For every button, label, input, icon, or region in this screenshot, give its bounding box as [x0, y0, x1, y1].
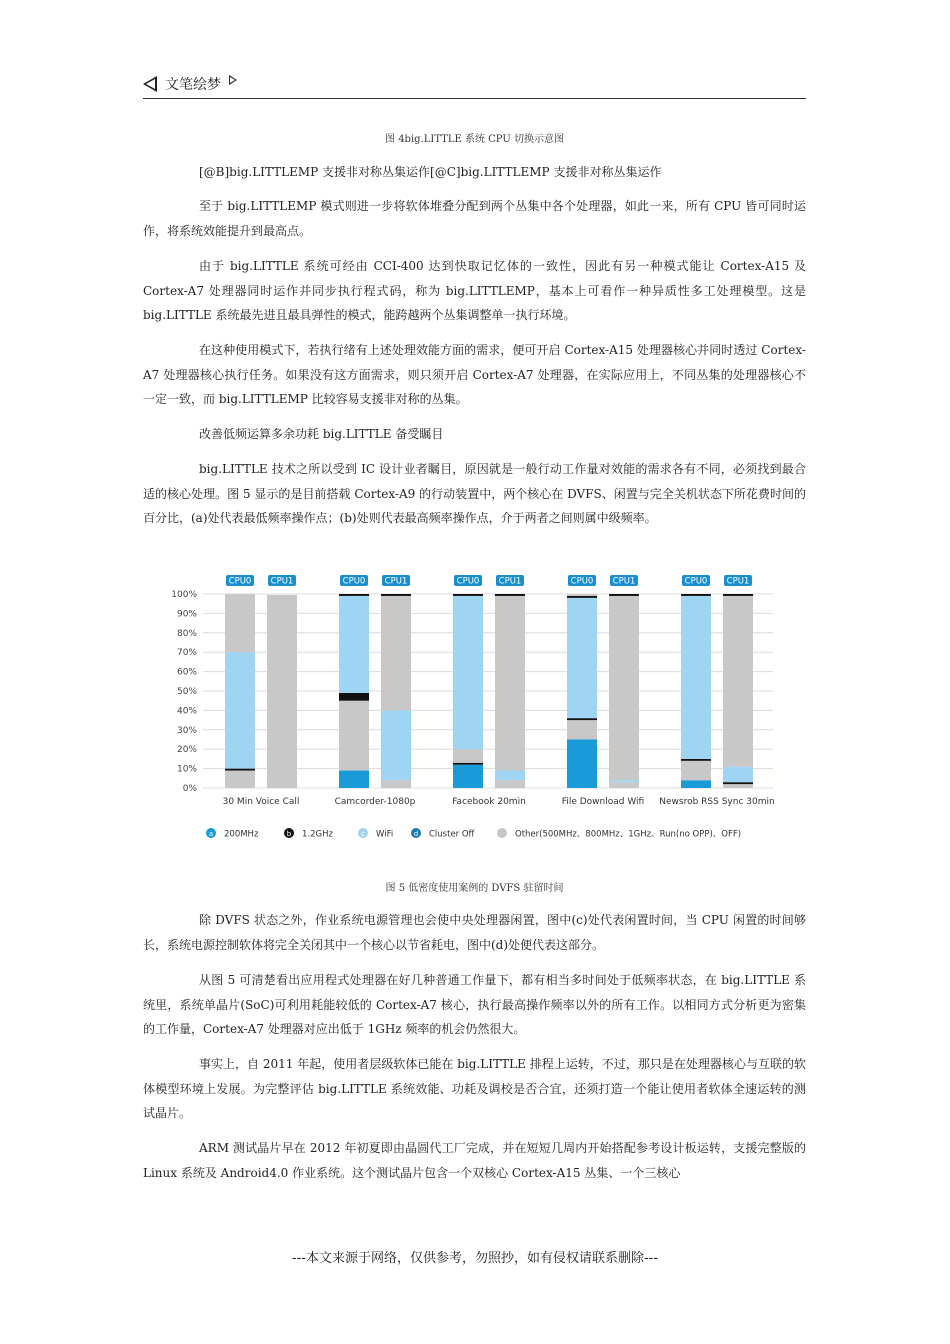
- bar-segment: [681, 780, 711, 788]
- legend-label: WiFi: [376, 829, 394, 840]
- bar-segment: [225, 771, 255, 788]
- y-tick-label: 40%: [176, 706, 197, 717]
- legend-marker-letter: b: [286, 830, 292, 838]
- x-category-label: 30 Min Voice Call: [222, 797, 300, 807]
- bar-segment: [681, 596, 711, 759]
- bar-segment: [381, 710, 411, 780]
- y-tick-label: 70%: [176, 648, 197, 659]
- y-tick-label: 0%: [182, 784, 197, 794]
- bar-segment: [609, 596, 639, 780]
- bar-segment: [567, 740, 597, 789]
- chart-svg: [163, 568, 787, 850]
- legend-marker-letter: d: [413, 830, 419, 838]
- bar-segment: [339, 596, 369, 693]
- bar-segment: [381, 594, 411, 596]
- cpu-label: CPU0: [228, 576, 252, 587]
- cpu-label: CPU1: [498, 576, 522, 587]
- x-category-label: Newsrob RSS Sync 30min: [659, 797, 775, 807]
- bar-segment: [609, 782, 639, 788]
- bar-segment: [495, 780, 525, 788]
- bar-segment: [453, 765, 483, 788]
- bar-segment: [723, 594, 753, 596]
- fig4-caption: 图 4big.LITTLE 系统 CPU 切换示意图: [385, 134, 564, 145]
- bar-segment: [453, 596, 483, 749]
- bar-segment: [495, 594, 525, 596]
- paragraph-6: big.LITTLE 技术之所以受到 IC 设计业者瞩目，原因就是一般行动工作量对效能的需求各有不同，必须找到最合适的核心处理。图 5 显示的是目前搭载 Cortex-A9 的行动装置中，两个核心在 DVFS、闲置与完全关机状态下所花费时间的百分比，(a)处代表最低频率操作点；(b)处则代表最高频率操作点，介于两者之间则属中级频率。: [143, 462, 806, 525]
- fig5-caption: 图 5 低密度使用案例的 DVFS 驻留时间: [385, 883, 564, 894]
- x-category-label: Camcorder-1080p: [334, 797, 416, 807]
- y-tick-label: 20%: [176, 745, 197, 756]
- bar-segment: [723, 767, 753, 783]
- bar-segment: [681, 594, 711, 596]
- x-category-label: Facebook 20min: [452, 797, 526, 807]
- paragraph-7: 除 DVFS 状态之外，作业系统电源管理也会使中央处理器闲置，图中(c)处代表闲置时间，当 CPU 闲置的时间够长，系统电源控制软体将完全关闭其中一个核心以节省耗电，图中(d)处便代表这部分。: [143, 913, 806, 952]
- bar-segment: [681, 761, 711, 780]
- bar-segment: [381, 780, 411, 788]
- page-header: [143, 72, 806, 99]
- bar-segment: [339, 701, 369, 771]
- y-tick-label: 90%: [176, 609, 197, 620]
- legend-label: 1.2GHz: [302, 829, 333, 840]
- paragraph-10: ARM 测试晶片早在 2012 年初夏即由晶圆代工厂完成，并在短短几周内开始搭配参考设计板运转，支援完整版的 Linux 系统及 Android4.0 作业系统。这个测试晶片包含一个双核心 Cortex-A15 丛集、一个三核心: [143, 1141, 806, 1180]
- bar-segment: [453, 594, 483, 596]
- y-tick-label: 60%: [176, 667, 197, 678]
- paragraph-5-subheading: 改善低频运算多余功耗 big.LITTLE 备受瞩目: [199, 427, 444, 441]
- paragraph-9: 事实上，自 2011 年起，使用者层级软体已能在 big.LITTLE 排程上运转，不过，那只是在处理器核心与互联的软体模型环境上发展。为完整评估 big.LITTLE 系统效能、功耗及调校是否合宜，还须打造一个能让使用者软体全速运转的测试晶片。: [143, 1057, 806, 1120]
- left-triangle-icon: [143, 76, 157, 92]
- bar-segment: [339, 693, 369, 701]
- paragraph-4: 在这种使用模式下，若执行绪有上述处理效能方面的需求，便可开启 Cortex-A15 处理器核心并同时透过 Cortex-A7 处理器核心执行任务。如果没有这方面需求，则只须开启 Cortex-A7 处理器，在实际应用上，不同丛集的处理器核心不一定一致，而 big.LITTLEMP 比较容易支援非对称的丛集。: [143, 343, 806, 406]
- bar-segment: [609, 780, 639, 782]
- right-triangle-icon: [229, 75, 237, 85]
- brand-logo: [143, 74, 237, 94]
- legend-label: Cluster Off: [429, 829, 475, 840]
- bar-segment: [567, 718, 597, 720]
- legend-marker-letter: c: [361, 830, 365, 838]
- bar-segment: [723, 596, 753, 767]
- bar-segment: [339, 594, 369, 596]
- bar-segment: [453, 763, 483, 765]
- y-tick-label: 10%: [176, 764, 197, 775]
- y-tick-label: 30%: [176, 725, 197, 736]
- y-tick-label: 100%: [171, 590, 197, 600]
- bar-segment: [495, 771, 525, 781]
- bar-segment: [225, 594, 255, 652]
- bar-segment: [267, 595, 297, 788]
- cpu-label: CPU0: [570, 576, 594, 587]
- bar-segment: [567, 596, 597, 598]
- bar-segment: [681, 759, 711, 761]
- cpu-label: CPU0: [684, 576, 708, 587]
- paragraph-8: 从图 5 可清楚看出应用程式处理器在好几种普通工作量下，都有相当多时间处于低频率状态，在 big.LITTLE 系统里，系统单晶片(SoC)可利用耗能较低的 Cortex-A7 核心，执行最高操作频率以外的所有工作。以相同方式分析更为密集的工作量，Cortex-A7 处理器对应出低于 1GHz 频率的机会仍然很大。: [143, 973, 806, 1036]
- bar-segment: [567, 720, 597, 739]
- y-tick-label: 50%: [176, 687, 197, 697]
- cpu-label: CPU0: [342, 576, 366, 587]
- paragraph-1: [@B]big.LITTLEMP 支援非对称丛集运作[@C]big.LITTLEMP 支援非对称丛集运作: [199, 165, 662, 179]
- legend-marker-letter: a: [208, 830, 214, 838]
- bar-segment: [609, 594, 639, 596]
- bar-segment: [225, 652, 255, 768]
- bar-segment: [723, 782, 753, 784]
- paragraph-3: 由于 big.LITTLE 系统可经由 CCI-400 达到快取记忆体的一致性，因此有另一种模式能让 Cortex-A15 及 Cortex-A7 处理器同时运作并同步执行程式码，称为 big.LITTLEMP，基本上可看作一种异质性多工处理模型。这是 big.LITTLE 系统最先进且最具弹性的模式，能跨越两个丛集调整单一执行环境。: [143, 259, 806, 322]
- legend-label: Other(500MHz、800MHz、1GHz、Run(no OPP)、OFF): [515, 829, 742, 840]
- bar-segment: [723, 784, 753, 788]
- footer-disclaimer: ---本文来源于网络，仅供参考，勿照抄，如有侵权请联系删除---: [291, 1251, 659, 1266]
- bar-segment: [453, 749, 483, 763]
- bar-segment: [339, 771, 369, 788]
- legend-label: 200MHz: [224, 829, 259, 840]
- bar-segment: [381, 596, 411, 710]
- bar-segment: [567, 598, 597, 718]
- brand-name: 文笔绘梦: [165, 77, 221, 93]
- bar-segment: [495, 596, 525, 771]
- x-category-label: File Download Wifi: [561, 797, 645, 807]
- cpu-label: CPU1: [384, 576, 408, 587]
- bar-segment: [225, 769, 255, 771]
- cpu-label: CPU1: [726, 576, 750, 587]
- y-tick-label: 80%: [176, 628, 197, 639]
- bar-segment: [567, 594, 597, 596]
- legend-marker: [497, 828, 507, 838]
- dvfs-residency-chart: [163, 568, 787, 850]
- paragraph-2: 至于 big.LITTLEMP 模式则进一步将软体堆叠分配到两个丛集中各个处理器，如此一来，所有 CPU 皆可同时运作，将系统效能提升到最高点。: [143, 199, 806, 238]
- cpu-label: CPU1: [612, 576, 636, 587]
- cpu-label: CPU1: [270, 576, 294, 587]
- cpu-label: CPU0: [456, 576, 480, 587]
